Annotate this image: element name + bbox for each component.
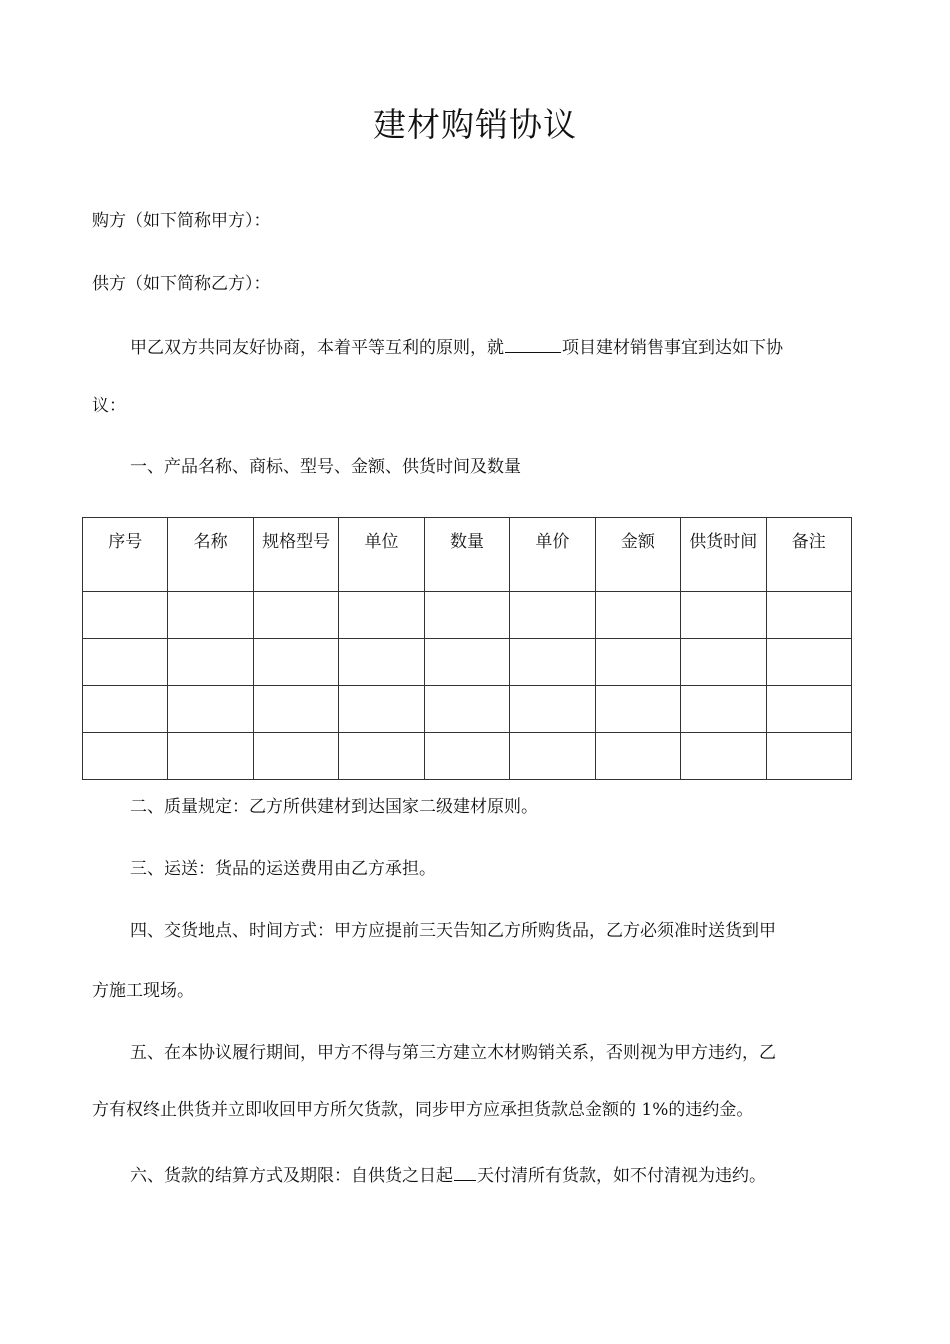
- table-cell: [595, 639, 680, 686]
- table-cell: [595, 733, 680, 780]
- section-5-line2: 方有权终止供货并立即收回甲方所欠货款，同步甲方应承担货款总金额的 1%的违约金。: [92, 1100, 754, 1120]
- section-6-text-part2: 天付清所有货款，如不付清视为违约。: [477, 1166, 766, 1186]
- section-2-quality: 二、质量规定：乙方所供建材到达国家二级建材原则。: [130, 797, 538, 817]
- header-cell-unit: 单位: [339, 518, 424, 592]
- section-4-line2: 方施工现场。: [92, 981, 194, 1001]
- table-cell: [83, 733, 168, 780]
- section-6-text-part1: 六、货款的结算方式及期限：自供货之日起: [130, 1166, 453, 1186]
- table-cell: [83, 639, 168, 686]
- table-cell: [510, 592, 595, 639]
- table-cell: [595, 686, 680, 733]
- table-cell: [510, 733, 595, 780]
- section-1-heading: 一、产品名称、商标、型号、金额、供货时间及数量: [130, 457, 521, 477]
- table-row: [83, 686, 852, 733]
- table-cell: [339, 733, 424, 780]
- table-header-row: [83, 518, 852, 592]
- payment-days-blank: [454, 1160, 476, 1181]
- table-cell: [253, 592, 338, 639]
- table-row: [83, 639, 852, 686]
- table-cell: [339, 592, 424, 639]
- table-cell: [595, 592, 680, 639]
- table-cell: [510, 686, 595, 733]
- table-cell: [424, 733, 509, 780]
- intro-text-part2: 项目建材销售事宜到达如下协: [562, 338, 783, 358]
- table-cell: [681, 592, 766, 639]
- table-cell: [424, 639, 509, 686]
- table-cell: [766, 686, 852, 733]
- buyer-label: 购方（如下简称甲方）：: [92, 211, 271, 231]
- table-cell: [168, 686, 253, 733]
- intro-text-part1: 甲乙双方共同友好协商，本着平等互利的原则，就: [130, 338, 504, 358]
- table-cell: [766, 592, 852, 639]
- table-row: [83, 733, 852, 780]
- table-cell: [339, 686, 424, 733]
- table-cell: [83, 686, 168, 733]
- table-cell: [168, 639, 253, 686]
- document-title: 建材购销协议: [373, 105, 577, 144]
- product-table: [82, 517, 852, 780]
- table-cell: [510, 639, 595, 686]
- table-cell: [766, 733, 852, 780]
- header-cell-remarks: 备注: [766, 518, 852, 592]
- table-cell: [253, 686, 338, 733]
- intro-paragraph-line2: 议：: [92, 396, 126, 416]
- table-cell: [83, 592, 168, 639]
- header-cell-index: 序号: [83, 518, 168, 592]
- table-cell: [168, 733, 253, 780]
- project-name-blank: [505, 332, 561, 353]
- header-cell-quantity: 数量: [424, 518, 509, 592]
- table-cell: [766, 639, 852, 686]
- table-cell: [681, 686, 766, 733]
- header-cell-unit-price: 单价: [510, 518, 595, 592]
- section-6-payment: [130, 1160, 766, 1191]
- header-cell-delivery-time: 供货时间: [681, 518, 766, 592]
- header-cell-name: 名称: [168, 518, 253, 592]
- seller-label: 供方（如下简称乙方）：: [92, 274, 271, 294]
- table-cell: [424, 686, 509, 733]
- header-cell-spec: 规格型号: [253, 518, 338, 592]
- table-cell: [253, 733, 338, 780]
- table-cell: [681, 639, 766, 686]
- table-row: [83, 592, 852, 639]
- table-cell: [424, 592, 509, 639]
- header-cell-amount: 金额: [595, 518, 680, 592]
- table-cell: [253, 639, 338, 686]
- table-cell: [168, 592, 253, 639]
- section-5-line1: 五、在本协议履行期间，甲方不得与第三方建立木材购销关系，否则视为甲方违约，乙: [130, 1043, 776, 1063]
- section-4-line1: 四、交货地点、时间方式：甲方应提前三天告知乙方所购货品，乙方必须准时送货到甲: [130, 921, 776, 941]
- table-cell: [339, 639, 424, 686]
- table-cell: [681, 733, 766, 780]
- intro-paragraph-line1: [130, 332, 783, 363]
- section-3-transport: 三、运送：货品的运送费用由乙方承担。: [130, 859, 436, 879]
